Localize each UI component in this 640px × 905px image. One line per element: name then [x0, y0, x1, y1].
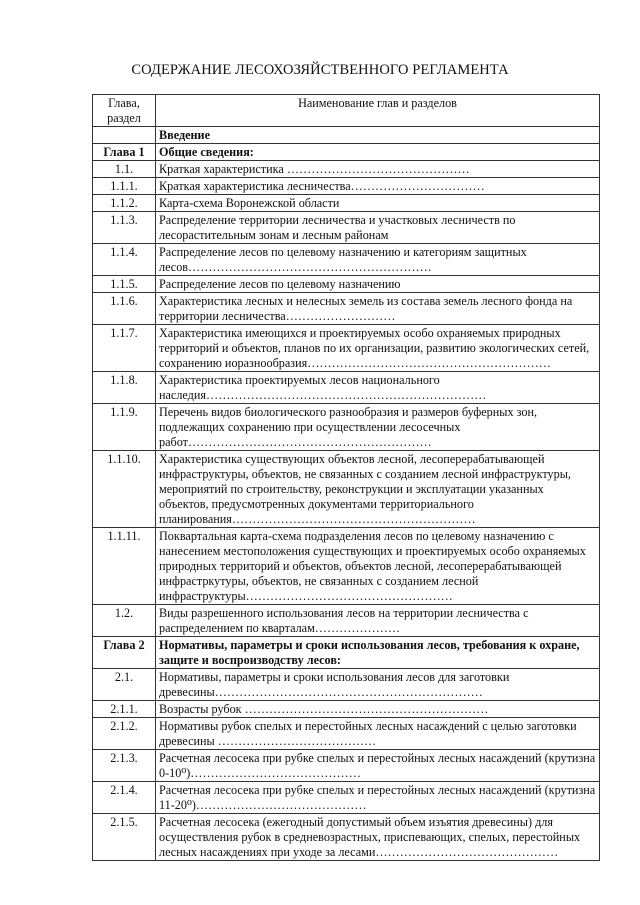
- section-number: 2.1.3.: [93, 750, 156, 782]
- section-title: Виды разрешенного использования лесов на территории лесничества с распределением по кварталам…………………: [156, 605, 600, 637]
- table-row: [93, 293, 600, 325]
- section-number: 1.2.: [93, 605, 156, 637]
- table-row: [93, 372, 600, 404]
- section-title: Нормативы, параметры и сроки использования лесов, требования к охране, защите и воспроизводству лесов:: [156, 637, 600, 669]
- section-number: 1.1.10.: [93, 451, 156, 528]
- table-row: [93, 276, 600, 293]
- section-title: Краткая характеристика ………………………………………: [156, 161, 600, 178]
- section-title: Карта-схема Воронежской области: [156, 195, 600, 212]
- section-title: Введение: [156, 127, 600, 144]
- section-title: Распределение территории лесничества и участковых лесничеств по лесорастительным зонам и лесным районам: [156, 212, 600, 244]
- section-number: 2.1.: [93, 669, 156, 701]
- section-number: 2.1.1.: [93, 701, 156, 718]
- table-row: [93, 127, 600, 144]
- table-row: [93, 528, 600, 605]
- section-title: Расчетная лесосека (ежегодный допустимый объем изъятия древесины) для осуществления рубок в средневозрастных, приспевающих, спелых, перестойных лесных насаждениях при уходе за лесами………………………………………: [156, 814, 600, 861]
- section-number: 1.1.1.: [93, 178, 156, 195]
- table-row: [93, 701, 600, 718]
- table-row: [93, 161, 600, 178]
- section-number: 2.1.2.: [93, 718, 156, 750]
- header-chapter: Глава, раздел: [93, 95, 156, 127]
- section-title: Характеристика проектируемых лесов национального наследия……………………………………………………………: [156, 372, 600, 404]
- section-title: Нормативы, параметры и сроки использования лесов для заготовки древесины…………………………………………………………: [156, 669, 600, 701]
- table-row: [93, 605, 600, 637]
- section-title: Расчетная лесосека при рубке спелых и перестойных лесных насаждений (крутизна 11-20⁰)……………………………………: [156, 782, 600, 814]
- section-number: 1.1.5.: [93, 276, 156, 293]
- header-title: Наименование глав и разделов: [156, 95, 600, 127]
- table-row: [93, 451, 600, 528]
- table-row: [93, 637, 600, 669]
- section-number: 2.1.4.: [93, 782, 156, 814]
- section-number: 1.1.: [93, 161, 156, 178]
- table-row: [93, 244, 600, 276]
- table-row: [93, 404, 600, 451]
- section-number: 1.1.7.: [93, 325, 156, 372]
- section-title: Характеристика существующих объектов лесной, лесоперерабатывающей инфраструктуры, объектов, не связанных с созданием лесной инфраструктуры, мероприятий по строительству, реконструкции и эксплуатации указанных объектов, предусмотренных документами территориального планирования……………………………………………………: [156, 451, 600, 528]
- section-title: Возрасты рубок ……………………………………………………: [156, 701, 600, 718]
- section-number: [93, 127, 156, 144]
- section-title: Общие сведения:: [156, 144, 600, 161]
- section-title: Распределение лесов по целевому назначению и категориям защитных лесов……………………………………………………: [156, 244, 600, 276]
- table-row: [93, 750, 600, 782]
- section-title: Распределение лесов по целевому назначению: [156, 276, 600, 293]
- section-title: Нормативы рубок спелых и перестойных лесных насаждений с целью заготовки древесины …………………………………: [156, 718, 600, 750]
- table-header-row: [93, 95, 600, 127]
- section-number: Глава 1: [93, 144, 156, 161]
- section-title: Характеристика лесных и нелесных земель из состава земель лесного фонда на территории лесничества………………………: [156, 293, 600, 325]
- section-title: Перечень видов биологического разнообразия и размеров буферных зон, подлежащих сохранению при осуществлении лесосечных работ……………………………………………………: [156, 404, 600, 451]
- section-number: 1.1.6.: [93, 293, 156, 325]
- table-row: [93, 144, 600, 161]
- page-title: СОДЕРЖАНИЕ ЛЕСОХОЗЯЙСТВЕННОГО РЕГЛАМЕНТА: [131, 62, 509, 78]
- table-row: [93, 325, 600, 372]
- section-number: 1.1.4.: [93, 244, 156, 276]
- section-number: 1.1.3.: [93, 212, 156, 244]
- table-row: [93, 178, 600, 195]
- table-row: [93, 814, 600, 861]
- section-number: 1.1.9.: [93, 404, 156, 451]
- section-title: Расчетная лесосека при рубке спелых и перестойных лесных насаждений (крутизна 0-10⁰)……………………………………: [156, 750, 600, 782]
- contents-table: [92, 94, 600, 861]
- section-title: Поквартальная карта-схема подразделения лесов по целевому назначению с нанесением местоположения существующих и проектируемых особо охраняемых природных территорий и объектов, объектов лесной, лесоперерабатывающей инфрастркутуры, объектов, не связанных с созданием лесной инфраструктуры……………………………………………: [156, 528, 600, 605]
- section-number: 2.1.5.: [93, 814, 156, 861]
- table-row: [93, 782, 600, 814]
- table-row: [93, 718, 600, 750]
- table-row: [93, 195, 600, 212]
- table-row: [93, 669, 600, 701]
- section-title: Характеристика имеющихся и проектируемых особо охраняемых природных территорий и объектов, планов по их организации, развитию экологических сетей, сохранению иоразнообразия……………………………………………………: [156, 325, 600, 372]
- section-title: Краткая характеристика лесничества……………………………: [156, 178, 600, 195]
- section-number: 1.1.8.: [93, 372, 156, 404]
- section-number: 1.1.11.: [93, 528, 156, 605]
- section-number: 1.1.2.: [93, 195, 156, 212]
- section-number: Глава 2: [93, 637, 156, 669]
- table-row: [93, 212, 600, 244]
